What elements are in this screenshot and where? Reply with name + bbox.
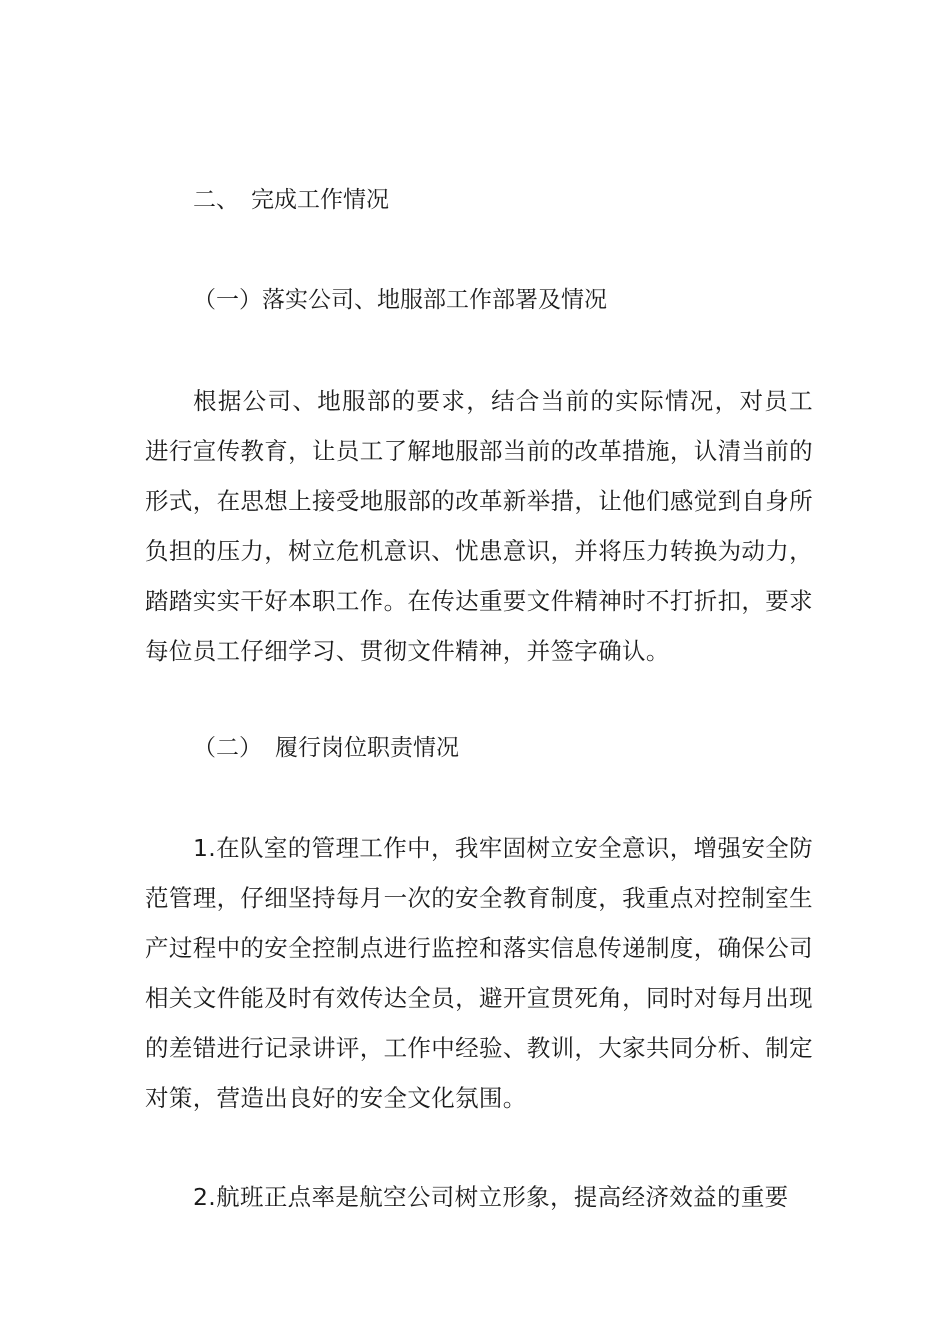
subsection-number-2: （二） [193,735,262,761]
subsection-heading-2 [193,733,459,763]
paragraph-1: 根据公司、地服部的要求，结合当前的实际情况，对员工进行宣传教育，让员工了解地服部当前的改革措施，认清当前的形式，在思想上接受地服部的改革新举措，让他们感觉到自身所负担的压力，树立危机意识、忧患意识，并将压力转换为动力，踏踏实实干好本职工作。在传达重要文件精神时不打折扣，要求每位员工仔细学习、贯彻文件精神，并签字确认。 [145,387,813,665]
section-number: 二、 [193,187,239,213]
subsection-heading-1: （一）落实公司、地服部工作部署及情况 [193,287,607,313]
paragraph-2: 1.在队室的管理工作中，我牢固树立安全意识，增强安全防范管理，仔细坚持每月一次的安全教育制度，我重点对控制室生产过程中的安全控制点进行监控和落实信息传递制度，确保公司相关文件能及时有效传达全员，避开宣贯死角，同时对每月出现的差错进行记录讲评，工作中经验、教训，大家共同分析、制定对策，营造出良好的安全文化氛围。 [145,834,813,1112]
paragraph-3: 2.航班正点率是航空公司树立形象，提高经济效益的重要 [193,1183,789,1211]
subsection-title-2: 履行岗位职责情况 [275,735,459,761]
section-title: 完成工作情况 [251,187,389,213]
section-heading [193,185,389,215]
